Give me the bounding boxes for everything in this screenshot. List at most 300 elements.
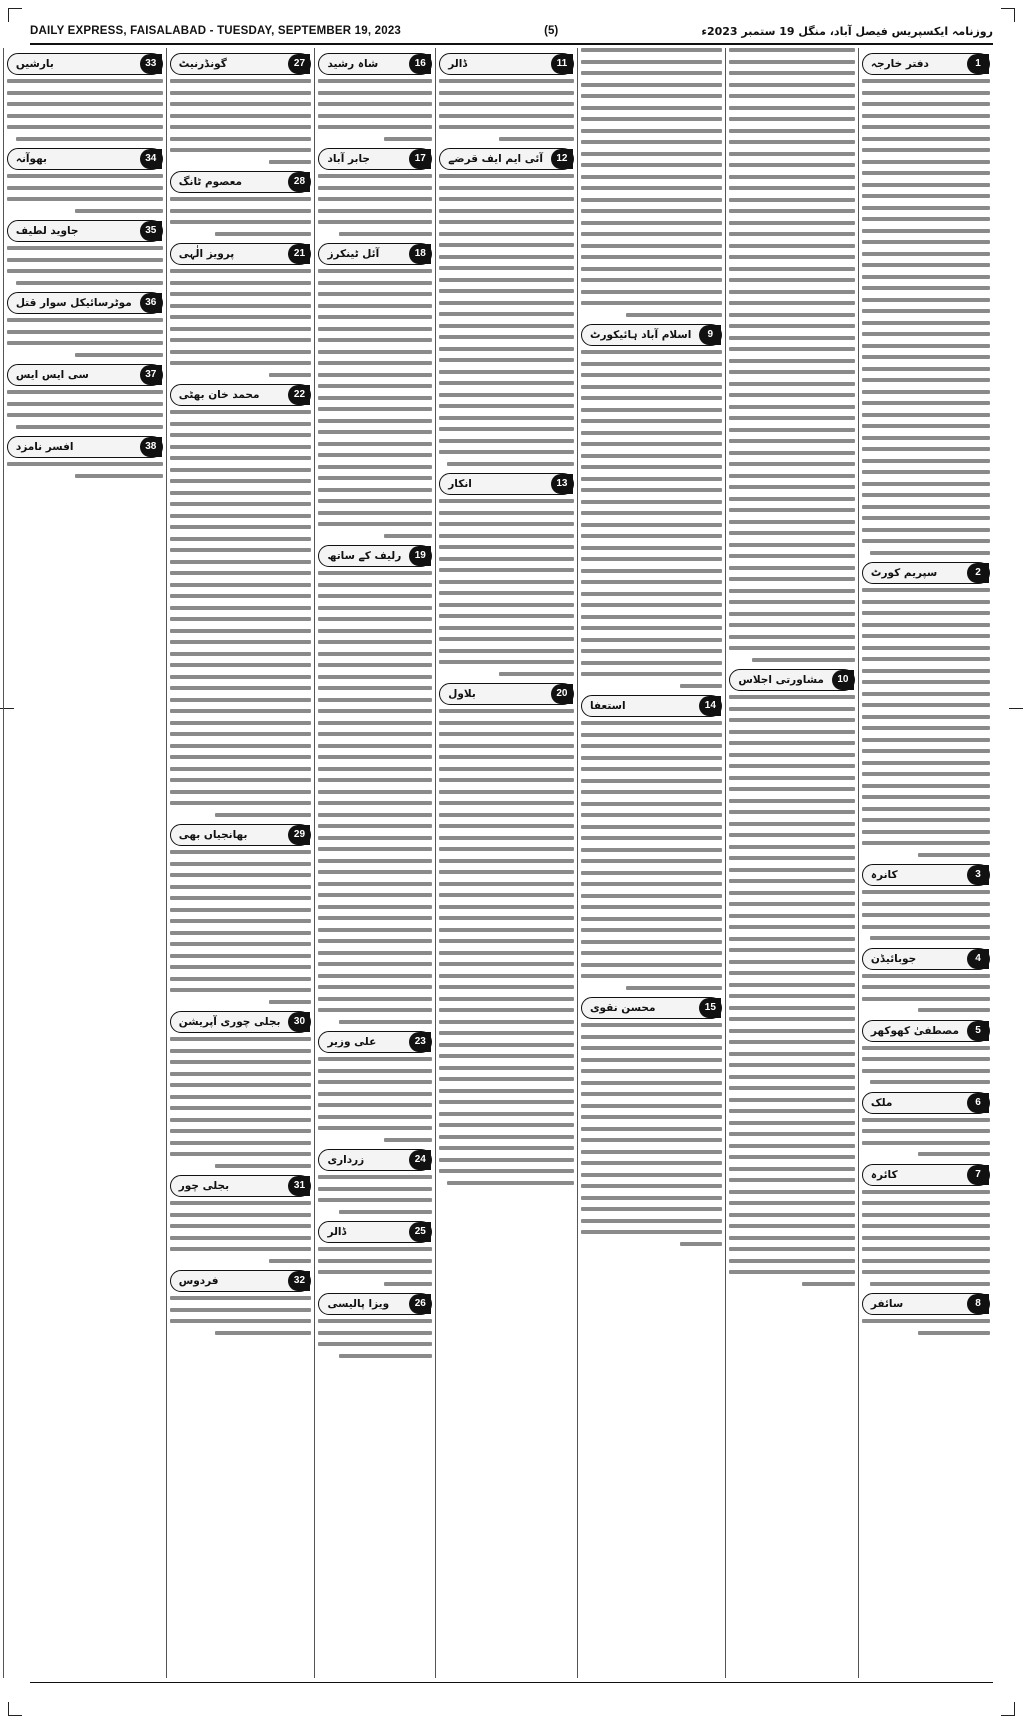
- body-text-line: [170, 675, 312, 679]
- story-title: دفتر خارجہ: [870, 58, 929, 70]
- body-text-line: [581, 672, 722, 676]
- body-text-line: [439, 836, 574, 840]
- body-text-line: [729, 163, 855, 167]
- story-title: سائفر: [870, 1298, 904, 1310]
- news-story[interactable]: [170, 171, 312, 236]
- body-text-line: [729, 646, 855, 650]
- body-text-line: [862, 344, 990, 348]
- body-text-line: [439, 939, 574, 943]
- body-text-line: [729, 1190, 855, 1194]
- story-number-badge: 24: [409, 1150, 431, 1170]
- news-story[interactable]: [7, 53, 163, 141]
- body-text-line: [862, 401, 990, 405]
- body-text-line: [170, 977, 312, 981]
- news-story[interactable]: [318, 1221, 432, 1286]
- body-text-line: [318, 91, 432, 95]
- story-number-badge: 9: [699, 325, 721, 345]
- story-title: بلاول: [448, 688, 476, 700]
- news-story[interactable]: [581, 324, 722, 688]
- body-text-line: [729, 718, 855, 722]
- story-number-badge: 29: [288, 825, 310, 845]
- body-text-line: [862, 114, 990, 118]
- body-text-line: [439, 847, 574, 851]
- body-text-line: [170, 931, 312, 935]
- body-text-line: [581, 1184, 722, 1188]
- page-header: [30, 20, 993, 42]
- body-text-line: [862, 1190, 990, 1194]
- news-story[interactable]: [729, 669, 855, 1286]
- body-text-line: [439, 266, 574, 270]
- body-text-line: [862, 390, 990, 394]
- story-headline-badge: [7, 53, 163, 75]
- body-text-line: [729, 1213, 855, 1217]
- body-text-line: [862, 309, 990, 313]
- body-text-line: [729, 439, 855, 443]
- body-text-line: [581, 917, 722, 921]
- body-text-line: [862, 355, 990, 359]
- body-text-line: [170, 896, 312, 900]
- news-story[interactable]: [7, 292, 163, 357]
- body-text-line: [626, 986, 722, 990]
- story-headline-badge: [862, 1164, 990, 1186]
- body-text-line: [862, 738, 990, 742]
- story-number-badge: 15: [699, 998, 721, 1018]
- story-headline-badge: [581, 695, 722, 717]
- body-text-line: [581, 790, 722, 794]
- body-text-line: [862, 841, 990, 845]
- body-text-line: [729, 416, 855, 420]
- body-text-line: [170, 965, 312, 969]
- story-number-badge: 38: [140, 437, 162, 457]
- body-text-line: [862, 985, 990, 989]
- body-text-line: [318, 522, 432, 526]
- body-text-line: [170, 1213, 312, 1217]
- body-text-line: [862, 91, 990, 95]
- body-text-line: [862, 715, 990, 719]
- body-text-line: [439, 439, 574, 443]
- body-text-line: [581, 802, 722, 806]
- news-story[interactable]: [862, 948, 990, 1013]
- body-text-line: [581, 373, 722, 377]
- body-text-line: [729, 232, 855, 236]
- body-text-line: [170, 606, 312, 610]
- body-text-line: [318, 220, 432, 224]
- body-text-line: [862, 830, 990, 834]
- news-story[interactable]: [318, 1293, 432, 1358]
- body-text-line: [7, 186, 163, 190]
- story-number-badge: 16: [409, 54, 431, 74]
- story-title: جابر آباد: [327, 153, 370, 165]
- body-text-line: [384, 1282, 432, 1286]
- news-story[interactable]: [862, 53, 990, 555]
- body-text-line: [318, 1187, 432, 1191]
- body-text-line: [170, 755, 312, 759]
- body-text-line: [729, 255, 855, 259]
- body-text-line: [581, 106, 722, 110]
- body-text-line: [339, 1020, 432, 1024]
- body-text-line: [439, 882, 574, 886]
- body-text-line: [581, 1173, 722, 1177]
- crop-mark: [8, 1715, 22, 1716]
- body-text-line: [170, 338, 312, 342]
- body-text-line: [581, 152, 722, 156]
- body-text-line: [862, 436, 990, 440]
- body-text-line: [581, 419, 722, 423]
- body-text-line: [729, 1201, 855, 1205]
- body-text-line: [439, 626, 574, 630]
- body-text-line: [862, 784, 990, 788]
- body-text-line: [581, 825, 722, 829]
- body-text-line: [170, 1319, 312, 1323]
- body-text-line: [170, 778, 312, 782]
- body-text-line: [729, 914, 855, 918]
- news-story[interactable]: [862, 1293, 990, 1335]
- body-text-line: [729, 324, 855, 328]
- body-text-line: [170, 479, 312, 483]
- news-story[interactable]: [318, 545, 432, 1024]
- body-text-line: [170, 1224, 312, 1228]
- body-text-line: [170, 1118, 312, 1122]
- body-text-line: [581, 894, 722, 898]
- story-number-badge: 30: [288, 1012, 310, 1032]
- body-text-line: [581, 198, 722, 202]
- body-text-line: [729, 1224, 855, 1228]
- crop-mark: [8, 1702, 9, 1716]
- body-text-line: [439, 709, 574, 713]
- body-text-line: [170, 114, 312, 118]
- body-text-line: [318, 1092, 432, 1096]
- news-story[interactable]: [170, 1270, 312, 1335]
- body-text-line: [439, 347, 574, 351]
- news-column: [435, 48, 577, 1678]
- body-text-line: [581, 1069, 722, 1073]
- body-text-line: [870, 1080, 990, 1084]
- body-text-line: [581, 813, 722, 817]
- body-text-line: [318, 974, 432, 978]
- body-text-line: [439, 358, 574, 362]
- news-story[interactable]: [318, 243, 432, 538]
- story-headline-badge: [170, 53, 312, 75]
- body-text-line: [729, 48, 855, 52]
- body-text-line: [729, 474, 855, 478]
- body-text-line: [862, 669, 990, 673]
- story-title: مشاورتی اجلاس: [738, 674, 824, 686]
- body-text-line: [318, 663, 432, 667]
- body-text-line: [170, 525, 312, 529]
- news-story[interactable]: [7, 364, 163, 429]
- body-text-line: [170, 1083, 312, 1087]
- body-text-line: [318, 511, 432, 515]
- body-text-line: [170, 422, 312, 426]
- story-headline-badge: [7, 364, 163, 386]
- body-text-line: [862, 680, 990, 684]
- news-story[interactable]: [170, 53, 312, 164]
- body-text-line: [581, 488, 722, 492]
- story-number-badge: 5: [967, 1021, 989, 1041]
- body-text-line: [581, 350, 722, 354]
- body-text-line: [170, 1152, 312, 1156]
- body-text-line: [318, 269, 432, 273]
- story-headline-badge: [170, 1011, 312, 1033]
- news-story[interactable]: [318, 53, 432, 141]
- body-text-line: [170, 125, 312, 129]
- body-text-line: [870, 1282, 990, 1286]
- story-number-badge: 13: [551, 474, 573, 494]
- body-text-line: [318, 350, 432, 354]
- story-title: زرداری: [327, 1154, 365, 1166]
- page-number: (5): [544, 25, 559, 37]
- story-headline-badge: [439, 53, 574, 75]
- body-text-line: [318, 327, 432, 331]
- body-text-line: [439, 1169, 574, 1173]
- body-text-line: [318, 1069, 432, 1073]
- body-text-line: [729, 531, 855, 535]
- body-text-line: [581, 1023, 722, 1027]
- body-text-line: [729, 405, 855, 409]
- news-story[interactable]: [7, 220, 163, 285]
- body-text-line: [318, 1259, 432, 1263]
- body-text-line: [581, 592, 722, 596]
- body-text-line: [269, 1259, 312, 1263]
- body-text-line: [318, 744, 432, 748]
- body-text-line: [862, 459, 990, 463]
- crop-mark: [1014, 8, 1015, 22]
- body-text-line: [318, 1247, 432, 1251]
- body-text-line: [318, 721, 432, 725]
- body-text-line: [729, 278, 855, 282]
- news-story[interactable]: [318, 148, 432, 236]
- body-text-line: [439, 522, 574, 526]
- body-text-line: [439, 1112, 574, 1116]
- story-headline-badge: [170, 171, 312, 193]
- body-text-line: [318, 1342, 432, 1346]
- body-text-line: [170, 885, 312, 889]
- body-text-line: [862, 1141, 990, 1145]
- body-text-line: [729, 1155, 855, 1159]
- body-text-line: [7, 174, 163, 178]
- story-headline-badge: [862, 53, 990, 75]
- story-title: بھوآنہ: [15, 153, 47, 165]
- body-text-line: [318, 499, 432, 503]
- news-story[interactable]: [862, 864, 990, 940]
- body-text-line: [729, 1029, 855, 1033]
- body-text-line: [729, 1086, 855, 1090]
- body-text-line: [7, 125, 163, 129]
- body-text-line: [439, 1031, 574, 1035]
- body-text-line: [862, 588, 990, 592]
- news-story[interactable]: [318, 1149, 432, 1214]
- news-story[interactable]: [729, 48, 855, 662]
- body-text-line: [318, 939, 432, 943]
- story-title: جاوید لطیف: [15, 225, 79, 237]
- body-text-line: [439, 511, 574, 515]
- body-text-line: [339, 1354, 432, 1358]
- body-text-line: [439, 813, 574, 817]
- news-story[interactable]: [170, 243, 312, 377]
- body-text-line: [729, 94, 855, 98]
- story-number-badge: 10: [832, 670, 854, 690]
- news-story[interactable]: [581, 48, 722, 317]
- body-text-line: [729, 833, 855, 837]
- body-text-line: [581, 974, 722, 978]
- body-text-line: [439, 637, 574, 641]
- body-text-line: [581, 859, 722, 863]
- body-text-line: [862, 726, 990, 730]
- story-title: آئی ایم ایف قرضے: [448, 153, 543, 165]
- body-text-line: [862, 634, 990, 638]
- body-text-line: [729, 1178, 855, 1182]
- news-story[interactable]: [170, 384, 312, 817]
- news-story[interactable]: [581, 997, 722, 1246]
- body-text-line: [318, 442, 432, 446]
- body-text-line: [581, 557, 722, 561]
- body-text-line: [862, 600, 990, 604]
- news-story[interactable]: [439, 683, 574, 1185]
- news-story[interactable]: [439, 53, 574, 141]
- story-number-badge: 37: [140, 365, 162, 385]
- body-text-line: [318, 836, 432, 840]
- body-text-line: [862, 749, 990, 753]
- story-title: سپریم کورٹ: [870, 567, 938, 579]
- body-text-line: [581, 951, 722, 955]
- body-text-line: [729, 198, 855, 202]
- body-text-line: [729, 1075, 855, 1079]
- body-text-line: [729, 1236, 855, 1240]
- body-text-line: [7, 246, 163, 250]
- body-text-line: [729, 267, 855, 271]
- story-number-badge: 28: [288, 172, 310, 192]
- body-text-line: [318, 951, 432, 955]
- crop-mark: [1001, 1715, 1015, 1716]
- body-text-line: [439, 1054, 574, 1058]
- story-number-badge: 27: [288, 54, 310, 74]
- body-text-line: [318, 1080, 432, 1084]
- body-text-line: [581, 534, 722, 538]
- body-text-line: [7, 197, 163, 201]
- news-story[interactable]: [581, 695, 722, 990]
- body-text-line: [581, 221, 722, 225]
- body-text-line: [729, 393, 855, 397]
- news-story[interactable]: [318, 1031, 432, 1142]
- body-text-line: [581, 232, 722, 236]
- story-number-badge: 34: [140, 149, 162, 169]
- story-number-badge: 23: [409, 1032, 431, 1052]
- body-text-line: [862, 611, 990, 615]
- body-text-line: [170, 361, 312, 365]
- body-text-line: [581, 442, 722, 446]
- body-text-line: [318, 985, 432, 989]
- body-text-line: [862, 890, 990, 894]
- body-text-line: [862, 378, 990, 382]
- body-text-line: [729, 336, 855, 340]
- news-story[interactable]: [862, 1164, 990, 1286]
- body-text-line: [439, 767, 574, 771]
- body-text-line: [215, 813, 311, 817]
- body-text-line: [318, 465, 432, 469]
- body-text-line: [7, 330, 163, 334]
- news-story[interactable]: [862, 1092, 990, 1157]
- body-text-line: [318, 1115, 432, 1119]
- news-story[interactable]: [862, 1020, 990, 1085]
- body-text-line: [439, 985, 574, 989]
- body-text-line: [439, 324, 574, 328]
- body-text-line: [680, 684, 722, 688]
- body-text-line: [439, 499, 574, 503]
- body-text-line: [170, 1095, 312, 1099]
- body-text-line: [318, 905, 432, 909]
- body-text-line: [729, 799, 855, 803]
- body-text-line: [626, 313, 722, 317]
- body-text-line: [318, 315, 432, 319]
- body-text-line: [7, 413, 163, 417]
- body-text-line: [862, 1046, 990, 1050]
- body-text-line: [318, 755, 432, 759]
- body-text-line: [7, 462, 163, 466]
- body-text-line: [581, 1035, 722, 1039]
- body-text-line: [170, 594, 312, 598]
- body-text-line: [318, 1331, 432, 1335]
- body-text-line: [439, 928, 574, 932]
- news-story[interactable]: [170, 1011, 312, 1168]
- news-story[interactable]: [7, 436, 163, 478]
- news-story[interactable]: [7, 148, 163, 213]
- body-text-line: [581, 848, 722, 852]
- body-text-line: [581, 1230, 722, 1234]
- body-text-line: [439, 125, 574, 129]
- story-title: انکار: [448, 478, 472, 490]
- body-text-line: [729, 948, 855, 952]
- body-text-line: [729, 1017, 855, 1021]
- body-text-line: [862, 447, 990, 451]
- body-text-line: [729, 1006, 855, 1010]
- body-text-line: [447, 1181, 574, 1185]
- body-text-line: [439, 91, 574, 95]
- body-text-line: [318, 292, 432, 296]
- body-text-line: [729, 117, 855, 121]
- story-headline-badge: [318, 148, 432, 170]
- body-text-line: [729, 994, 855, 998]
- body-text-line: [581, 477, 722, 481]
- body-text-line: [862, 657, 990, 661]
- body-text-line: [862, 692, 990, 696]
- body-text-line: [729, 347, 855, 351]
- story-title: بجلی چور: [178, 1180, 230, 1192]
- story-title: ویزا پالیسی: [327, 1298, 390, 1310]
- body-text-line: [439, 450, 574, 454]
- body-text-line: [862, 470, 990, 474]
- news-story[interactable]: [862, 562, 990, 857]
- body-text-line: [439, 1123, 574, 1127]
- news-story[interactable]: [170, 824, 312, 1004]
- news-story[interactable]: [439, 473, 574, 676]
- body-text-line: [318, 870, 432, 874]
- body-text-line: [439, 289, 574, 293]
- story-title: معصوم ٹانگ: [178, 176, 243, 188]
- body-text-line: [439, 801, 574, 805]
- english-dateline: DAILY EXPRESS, FAISALABAD - TUESDAY, SEPTEMBER 19, 2023: [30, 25, 402, 37]
- body-text-line: [170, 548, 312, 552]
- body-text-line: [318, 962, 432, 966]
- body-text-line: [170, 410, 312, 414]
- news-story[interactable]: [170, 1175, 312, 1263]
- body-text-line: [729, 741, 855, 745]
- news-story[interactable]: [439, 148, 574, 466]
- body-text-line: [862, 1224, 990, 1228]
- story-number-badge: 35: [140, 221, 162, 241]
- body-text-line: [581, 48, 722, 52]
- body-text-line: [729, 566, 855, 570]
- footer-rule: [30, 1682, 993, 1683]
